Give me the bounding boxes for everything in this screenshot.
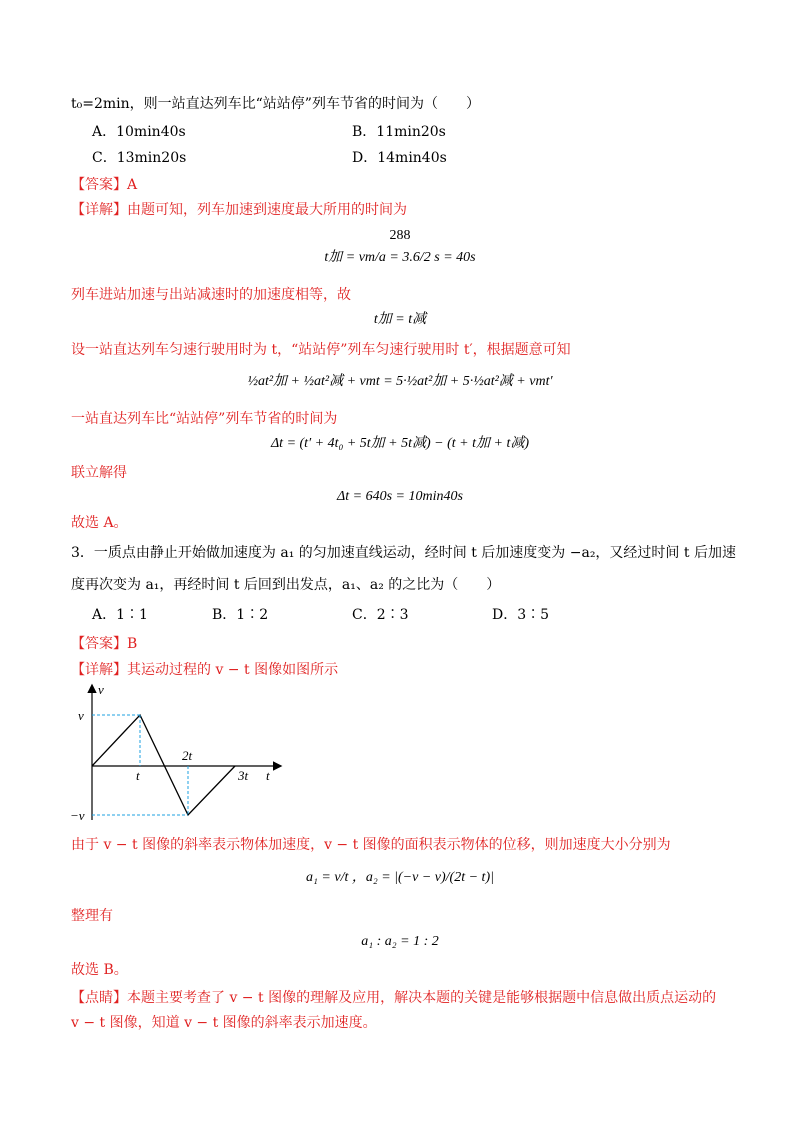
q2-equation-1: t加 = vm/a = 3.6/2 s = 40s xyxy=(324,250,476,265)
q2-option-b: B．11min20s xyxy=(352,124,446,140)
q2-conclusion: 故选 A。 xyxy=(71,515,128,531)
q2-answer: 【答案】A xyxy=(71,177,138,193)
q3-equation-2: a₁ : a₂ = 1 : 2 xyxy=(361,934,439,949)
q2-line-saving: 一站直达列车比“站站停”列车节省的时间为 xyxy=(71,411,338,427)
q3-option-c: C．2∶3 xyxy=(352,607,409,623)
q2-detail-intro: 【详解】由题可知，列车加速到速度最大所用的时间为 xyxy=(71,202,407,218)
q2-option-d: D．14min40s xyxy=(352,150,447,166)
vt-graph xyxy=(70,680,290,830)
q2-stem-tail: t₀=2min，则一站直达列车比“站站停”列车节省的时间为（ ） xyxy=(71,96,480,112)
t-tick-label: t xyxy=(136,768,140,783)
three-t-tick-label: 3t xyxy=(238,768,249,783)
t-axis-label: t xyxy=(266,768,270,783)
q2-line-solve: 联立解得 xyxy=(71,465,127,481)
q3-detail-intro: 【详解】其运动过程的 v − t 图像如图所示 xyxy=(71,662,339,678)
v-axis-label: v xyxy=(98,682,104,697)
q3-option-b: B．1∶2 xyxy=(212,607,269,623)
q3-equation-1: a₁ = v/t ，a₂ = |(−v − v)/(2t − t)| xyxy=(306,870,494,885)
q3-conclusion: 故选 B。 xyxy=(71,962,128,978)
q2-equation-3: ½at²加 + ½at²减 + vmt = 5·½at²加 + 5·½at²减 + vmt′ xyxy=(247,374,553,389)
q2-line-assume: 设一站直达列车匀速行驶用时为 t，“站站停”列车匀速行驶用时 t′，根据题意可知 xyxy=(71,342,571,358)
q3-line-arrange: 整理有 xyxy=(71,908,113,924)
v-tick-label: v xyxy=(78,708,84,723)
q2-equation-5: Δt = 640s = 10min40s xyxy=(337,489,463,504)
q3-comment-line-2: v − t 图像，知道 v − t 图像的斜率表示加速度。 xyxy=(71,1015,377,1031)
q3-stem-line-1: 3．一质点由静止开始做加速度为 a₁ 的匀加速直线运动，经时间 t 后加速度变为 −a₂，又经过时间 t 后加速 xyxy=(71,545,736,561)
q3-option-d: D．3∶5 xyxy=(492,607,550,623)
q2-equation-2: t加 = t减 xyxy=(373,312,427,327)
q2-option-a: A．10min40s xyxy=(92,124,186,140)
q3-line-explain: 由于 v − t 图像的斜率表示物体加速度，v − t 图像的面积表示物体的位移，则加速度大小分别为 xyxy=(71,837,671,853)
q2-option-c: C．13min20s xyxy=(92,150,187,166)
two-t-tick-label: 2t xyxy=(182,748,193,763)
q2-line-equal: 列车进站加速与出站减速时的加速度相等，故 xyxy=(71,287,351,303)
q3-comment-line-1: 【点睛】本题主要考查了 v − t 图像的理解及应用，解决本题的关键是能够根据题中信息做出质点运动的 xyxy=(71,990,717,1006)
q3-option-a: A．1∶1 xyxy=(92,607,148,623)
q2-eq1-top: 288 xyxy=(389,228,411,243)
q2-equation-4: Δt = (t′ + 4t₀ + 5t加 + 5t减) − (t + t加 + t减) xyxy=(270,436,530,451)
vt-curve xyxy=(92,715,235,815)
neg-v-tick-label: −v xyxy=(70,808,85,823)
q3-stem-line-2: 度再次变为 a₁，再经时间 t 后回到出发点，a₁、a₂ 的之比为（ ） xyxy=(71,577,501,593)
q3-answer: 【答案】B xyxy=(71,636,138,652)
